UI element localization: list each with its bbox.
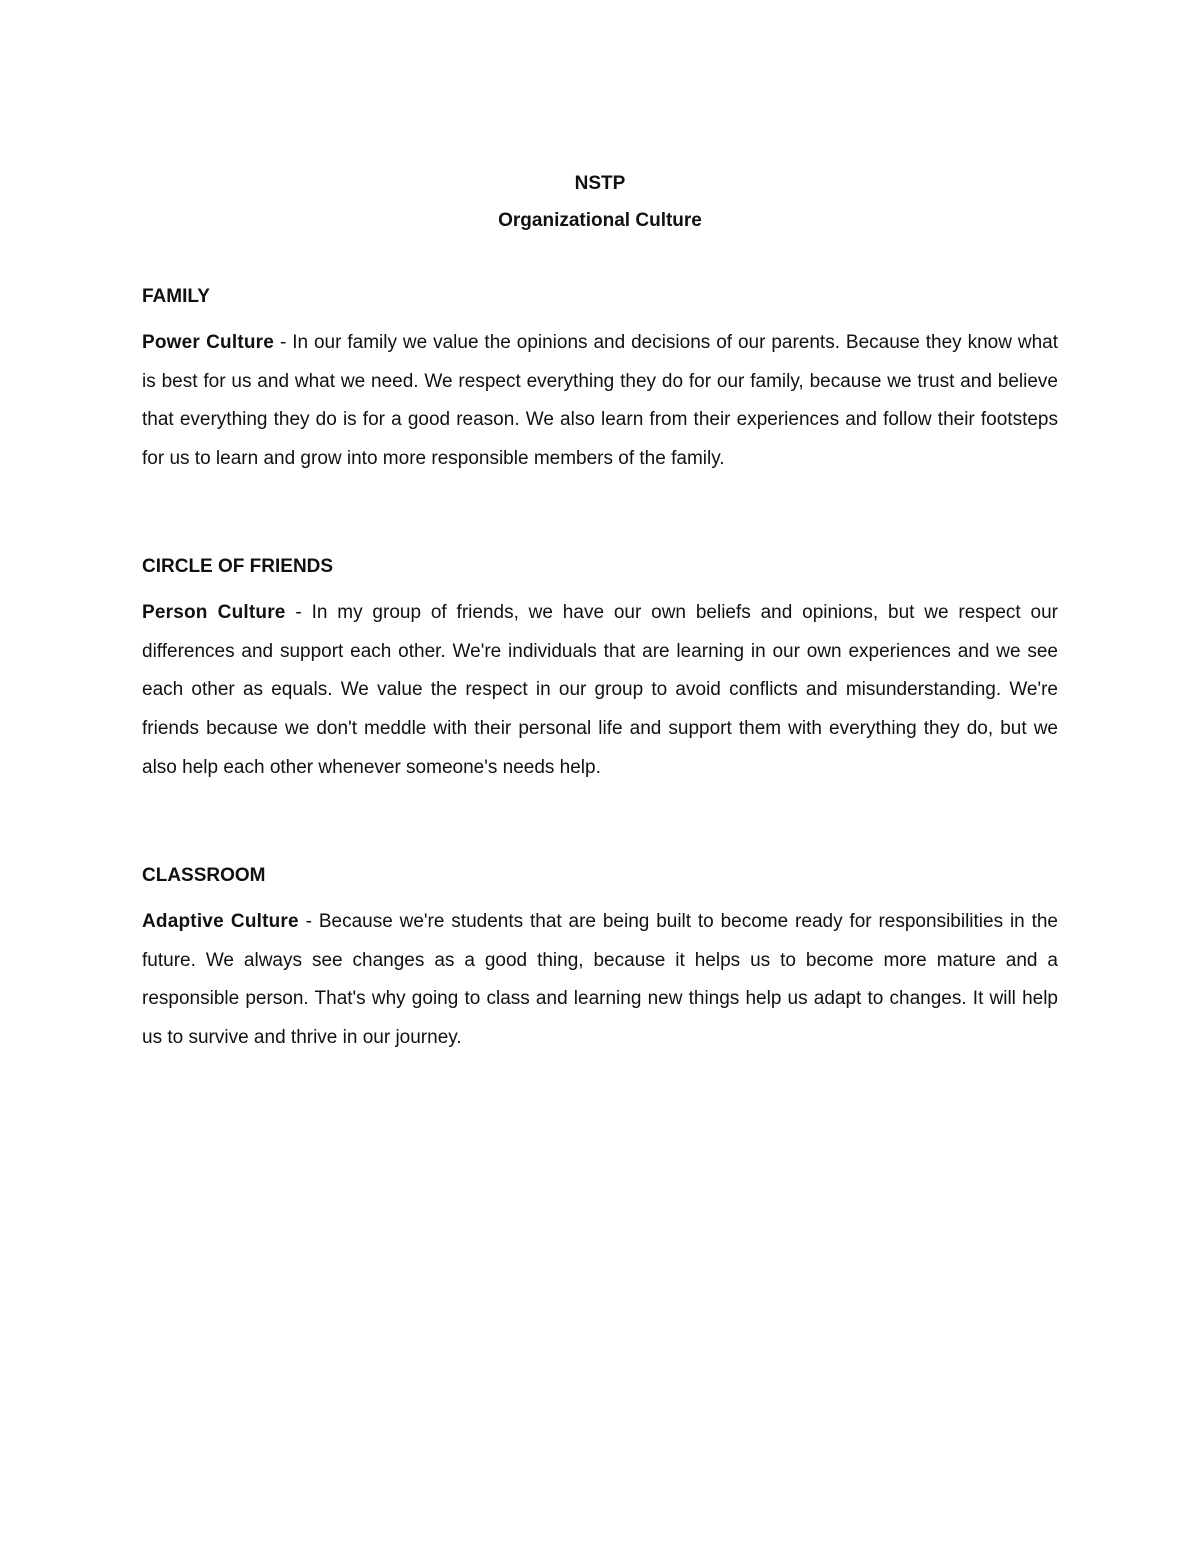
section-paragraph: [142, 903, 1058, 1058]
section-paragraph: [142, 324, 1058, 479]
document-title: NSTP: [574, 173, 626, 194]
term-separator: -: [285, 602, 312, 623]
section-heading: CIRCLE OF FRIENDS: [142, 556, 334, 577]
paragraph-text: In my group of friends, we have our own beliefs and opinions, but we respect our differences and support each other. We're individuals that are learning in our own experiences and we see each other as equals. We value the respect in our group to avoid conflicts and misunderstanding. We're friends because we don't meddle with their personal life and support them with everything they do, but we also help each other whenever someone's needs help.: [142, 602, 1059, 778]
culture-term: Person Culture: [142, 602, 286, 623]
document-subtitle: Organizational Culture: [498, 210, 702, 231]
section-family: [142, 285, 1058, 479]
culture-term: Power Culture: [142, 332, 275, 353]
paragraph-text: Because we're students that are being built to become ready for responsibilities in the future. We always see changes as a good thing, because it helps us to become more mature and a responsible person. That's why going to class and learning new things help us adapt to changes. It will help us to survive and thrive in our journey.: [142, 911, 1058, 1049]
culture-term: Adaptive Culture: [142, 911, 299, 932]
section-classroom: [142, 864, 1058, 1058]
section-paragraph: [142, 594, 1058, 788]
paragraph-text: In our family we value the opinions and decisions of our parents. Because they know what is best for us and what we need. We respect everything they do for our family, because we trust and believe that everything they do is for a good reason. We also learn from their experiences and follow their footsteps for us to learn and grow into more responsible members of the family.: [142, 332, 1059, 470]
section-heading: CLASSROOM: [142, 865, 266, 886]
term-separator: -: [274, 332, 293, 353]
section-circle-of-friends: [142, 555, 1058, 788]
term-separator: -: [298, 911, 319, 932]
section-heading: FAMILY: [142, 286, 210, 307]
